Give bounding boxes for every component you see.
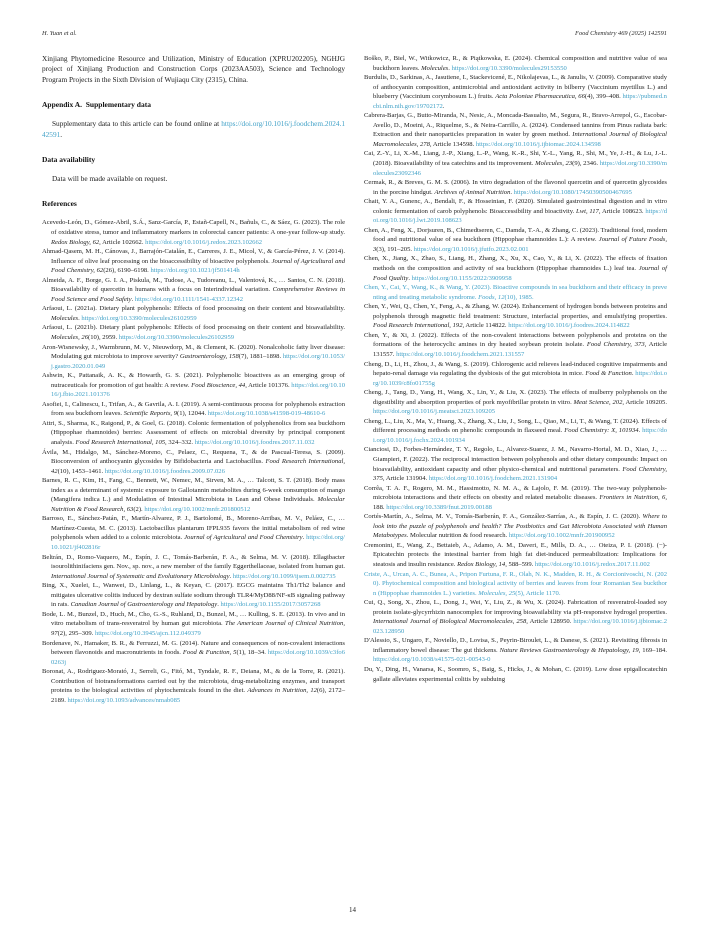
text-segment: Redox Biology, 14 [457,560,506,568]
text-segment: Cermak, R., & Breves, G. M. S. (2006). In vitro degradation of the flavonol quercetin and of quercetin glycosides in the porcine hindgut. [364,179,667,196]
doi-link[interactable]: https://doi.org/10.1038/s41598-019-48610-6 [207,410,326,418]
reference-entry [42,371,345,400]
text-segment: International Journal of Biological Macromolecules, 278 [373,131,667,148]
reference-entry [364,512,667,541]
reference-entry [42,476,345,514]
doi-link[interactable]: https://doi.org/10.1039/c3fo60263j [51,649,345,666]
doi-link[interactable]: https://doi.org/10.1016/j.foodres.2017.11.032 [194,439,315,447]
doi-link[interactable]: https://doi.org/10.1038/s41575-021-00543-0 [373,656,491,664]
doi-link[interactable]: https://doi.org/10.3389/fnut.2019.00188 [386,503,492,511]
doi-link[interactable]: https://doi.org/10.1039/c8fo01755g [373,370,667,387]
reference-entry [364,302,667,331]
running-header [42,30,667,37]
text-segment: Scientific Reports, 9 [123,410,177,418]
reference-entry [42,667,345,705]
text-segment: Bode, L. M., Bunzel, D., Huch, M., Cho, G.-S., Ruhland, D., Bunzel, M., … Kulling, S. E. (2013). In vivo and in vitro metabolism of trans-resveratrol by human gut microbiota. [42,610,345,628]
text-segment: Molecules [51,314,79,322]
text-segment: Arfaoui, L. (2021b). Dietary plant polyphenols: Effects of food processing on their content and bioavailability. [42,324,345,332]
text-segment: International Journal of Biological Macromolecules, 258 [373,618,527,626]
text-segment: Du, Y., Ding, H., Vanarsa, K., Soomro, S., Baig, S., Hicks, J., & Mohan, C. (2019). Low dose epigallocatechin gallate alleviates experimental colitis by subduing [364,666,667,683]
doi-link[interactable]: https://doi.org/10.3390/molecules26102959 [81,314,197,322]
text-segment: . [638,427,643,435]
references-list-left [42,218,345,705]
text-segment: (1), 18–34. [236,649,268,657]
text-segment: Cheng, D., Li, H., Zhou, J., & Wang, S. (2019). Chlorogenic acid relieves lead-induced cognitive impairments and hepato-renal damage via regulating the dysbiosis of the gut microbiota in mice. [364,360,667,378]
text-segment: (10), 1453–1461. [57,467,105,475]
text-segment: Bing, X., Xuelei, L., Wanwei, D., Linlang, L., & Keyan, C. (2017). EGCG maintains Th1/Th2 balance and mitigates ulcerative colitis induced by dextran sulfate sodium through TLR4/MyD88/NF-κB signaling pathway in rats. [42,582,345,609]
reference-entry [364,197,667,226]
text-segment: Molecules [421,64,449,72]
text-segment: Molecules, 23 [535,160,573,168]
text-segment: Arfaoui, L. (2021a). Dietary plant polyphenols: Effects of food processing on their content and bioavailability. [42,305,345,313]
text-segment: Chen, X., Jiang, X., Zhao, S., Liang, H., Zhang, X., Xu, X., Cao, Y., & Li, X. (2022). The effects of fixation methods on the composition and activity of sea buckthorn (Hippophae rhamnoides L.) leaf tea. [364,255,667,273]
right-column [364,54,667,705]
reference-entry [364,570,667,599]
text-segment: Chen, Y., Wei, Q., Chen, Y., Feng, A., & Zhang, W. (2024). Enhancement of hydrogen bonds between proteins and polyphenols through magnetic field treatment: Structure, interfacial properties, and emulsifying properties. [364,303,667,320]
reference-entry [364,484,667,513]
data-availability-heading: Data availability [42,155,96,165]
doi-link[interactable]: Chen, Y., Cai, Y., Wang, K., & Wang, Y. (2023). Bioactive compounds in sea buckthorn and their efficacy in preventing and treating metabolic syndrome. [364,284,667,301]
text-segment: Cheng, J., Tang, D., Yang, H., Wang, X., Lin, Y., & Liu, X. (2023). The effects of mulberry polyphenols on the digestibility and absorption properties of pork myofibrillar protein in vitro. [364,389,667,406]
text-segment: Food Bioscience, 44 [191,381,246,389]
text-segment: Ávila, M., Hidalgo, M., Sánchez-Moreno, C., Pelaez, C., Requena, T., & de Pascual-Teresa, S. (2009). Bioconversion of anthocyanin glycosides by Bifidobacteria and Lactobacillus. [42,448,345,466]
text-segment: Cortés-Martín, A., Selma, M. V., Tomás-Barberán, F. A., González-Sarrías, A., & Espín, J. C. (2020). [364,513,643,521]
text-segment: Asofiei, I., Calinescu, I., Trifan, A., & Gavrila, A. I. (2019). A semi-continuous process for polyphenols extraction from sea buckthorn leaves. [42,400,345,418]
doi-link[interactable]: https://doi.org/10.1016/j.ijbiomac.2023.128950 [373,618,668,635]
text-segment: (4), 399–408. [584,93,623,101]
text-segment: . [302,534,307,542]
text-segment: , Article 131904. [382,475,429,483]
text-segment: Barnes, R. C., Kim, H., Fang, C., Bennett, W., Nemec, M., Sirven, M. A., … Talcott, S. T. (2018). Body mass index as a determinant of systemic exposure to Gallotannin metabolites during 6-week consumption of mango (Mangifera indica L.) and Modulation of Intestinal Microbiota in Lean and Obese Individuals. [42,477,345,504]
reference-entry [42,610,345,639]
text-segment: Food & Function [585,370,632,378]
reference-entry [42,581,345,610]
text-segment: Ashwin, K., Pattanaik, A. K., & Howarth, G. S. (2021). Polyphenolic bioactives as an emerging group of nutraceuticals for promotion of gut health: A review. [42,372,345,389]
reference-entry [364,178,667,197]
text-segment: Cremonini, E., Wang, Z., Bettaieb, A., Adamo, A. M., Daveri, E., Mills, D. A., … Oteiza, P. I. (2018). (−)-Epicatechin protects the intestinal barrier from high fat diet-induced permeabilization: Implications for steatosis and insulin resistance. [364,541,667,568]
text-segment: . [78,314,82,322]
text-segment: Beltrán, D., Romo-Vaquero, M., Espín, J. C., Tomás-Barberán, F. A., & Selma, M. V. (2018). Ellagibacter isourolithinifaciens gen. Nov., sp. nov., a new member of the family Eggerthellaceae, isolated from human gut. [42,553,345,571]
data-availability-text: Data will be made available on request. [52,174,168,184]
doi-link[interactable]: https://doi.org/10.1155/2022/3909958 [411,274,512,282]
text-segment: , 169–184. [638,646,668,654]
running-header-authors: H. Yuan et al. [42,30,77,37]
text-segment: (1), 12044. [177,410,208,418]
text-segment: Attri, S., Sharma, K., Raigond, P., & Goel, G. (2018). Colonic fermentation of polyphenolics from sea buckthorn (Hippophae rhamnoides) berries: Assessment of effects on microbial diversity by principal component analysis. [42,419,345,447]
text-segment: Nature Reviews Gastroenterology & Hepatology, 19 [499,646,639,654]
text-segment: (10), 2959. [88,334,119,341]
text-segment: Cianciosi, D., Forbes-Hernández, T. Y., Regolo, L., Alvarez-Suarez, J. M., Navarro-Hortal, M. D., Xiao, J., … Giampieri, F. (2022). The reciprocal interaction between polyphenols and other dietary compounds: Impact on bioavailability, antioxidant capacity and other physico-chemical and nutritional parameters. [364,446,667,473]
text-segment: (7), 1881–1898. [238,353,283,361]
doi-link[interactable]: https://doi.org/10.1099/ijsem.0.002735 [232,572,336,580]
doi-link[interactable]: https://doi.org/10.3390/molecules26102959 [118,334,235,341]
doi-link[interactable]: https://doi.org/10.1016/j.foodchem.2021.131557 [396,350,525,358]
doi-link[interactable]: https://doi.org/10.1053/j.gastro.2020.01.049 [51,353,345,370]
text-segment: Chen, A., Feng, X., Dorjsuren, B., Chimedtseren, C., Damda, T.-A., & Zhang, C. (2023). Traditional food, modern food and nutritional value of sea buckthorn (Hippophae rhamnoides L.): A review. [364,226,667,244]
text-segment: Burdulis, D., Sarkinas, A., Jasutiene, I., Stackevicené, E., Nikolajevas, L., & Janulis, V. (2009). Comparative study of anthocyanin composition, antimicrobial and antioxidant activity in bilberry (Vaccinium myrtillus L.) and blueberry (Vaccinium corymbosum L.) fruits. [364,74,667,101]
reference-entry [42,553,345,582]
reference-entry [42,514,345,552]
two-column-body [42,54,667,705]
text-segment: . [217,601,221,609]
doi-link[interactable]: https://doi.org/10.1016/j.redox.2023.102662 [145,238,263,246]
doi-link[interactable]: https://doi.org/10.1016/j.ijbiomac.2024.134598 [475,140,601,148]
appendix-heading: Appendix A. Supplementary data [42,100,151,110]
text-segment: (6), 2172–2189. [51,687,345,704]
text-segment: . [408,274,412,282]
reference-entry [364,54,667,73]
reference-entry [364,226,667,255]
reference-entry [42,323,345,342]
reference-entry [364,111,667,149]
doi-link[interactable]: https://doi.org/10.3390/molecules23092346 [373,160,667,177]
text-segment: International Journal of Systematic and Evolutionary Microbiology [51,572,230,580]
text-segment: Cui, Q., Song, X., Zhou, L., Dong, J., Wei, Y., Liu, Z., & Wu, X. (2024). Fabrication of resveratrol-loaded soy protein isolate-glycyrrhizin nanocomplex for improving bioavailability via pH-responsive hydrogel properties. [364,599,667,616]
text-segment: , Article 101376. [245,381,292,389]
text-segment: , 588–599. [505,560,535,568]
reference-entry [42,400,345,419]
text-segment: , Article 134598. [429,140,476,148]
text-segment: . [442,102,445,110]
text-segment: The American Journal of Clinical Nutrition, 97 [51,620,345,637]
text-segment: Corrêa, T. A. F., Rogero, M. M., Hassimotto, N. M. A., & Lajolo, F. M. (2019). The two-way polyphenols-microbiota interactions and their effects on obesity and related metabolic diseases. [364,484,667,502]
text-segment: Food Research International, 42 [51,458,346,475]
text-segment: Aron-Wisnewsky, J., Warmbrunn, M. V., Nieuwdorp, M., & Clement, K. (2020). Nonalcoholic fatty liver disease: Modulating gut microbiota to improve severity? [42,343,345,361]
text-segment: Molecules, 26 [51,334,88,341]
funding-paragraph: Xinjiang Phytomedicine Resource and Utilization, Ministry of Education (XPRU202205), NGHJG project of Xinjiang Production and Construction Corps (2023AA503), Science and Technology Program Projects in the Sixth Division of Wujiaqu City (2315), China. [42,54,345,84]
text-segment: , Article 109205. [622,398,667,406]
text-segment: Journal of Future Foods, 3 [373,236,668,253]
text-segment: , Article 131557. [373,341,667,358]
doi-link[interactable]: https://pubmed.ncbi.nlm.nih.gov/19702172 [373,93,667,110]
text-segment: Food & Function, 5 [182,649,237,657]
doi-link[interactable]: Molecules, 25 [478,589,516,597]
text-segment: Lwt, 117 [576,207,599,215]
text-segment: . [510,188,514,196]
reference-entry [364,73,667,111]
doi-link[interactable]: https://doi.org/10.1021/jf402816r [51,534,345,552]
text-segment: Canadian Journal of Gastroenterology and Hepatology [70,601,218,609]
reference-entry [364,598,667,636]
text-segment: Frontiers in Nutrition, 6 [599,494,666,502]
text-segment: Cabrera-Barjas, G., Butto-Miranda, N., Nesic, A., Moncada-Basualto, M., Segura, R., Bravo-Arrepol, G., Escobar-Avello, D., Moeini, A., Riquelme, S., & Neira-Carrillo, A. (2024). Condensed tannins from Pinus radiata bark: Extraction and their nanoparticles preparation in water by green method. [364,112,667,139]
doi-link[interactable]: https://doi.org/10.1002/mnfr.201800512 [144,505,251,513]
references-list-right [364,54,667,684]
text-segment: Almeida, A. F., Borge, G. I. A., Piskula, M., Tudose, A., Tudoreanu, L., Valentová, K., … Santos, C. N. (2018). Bioavailability of quercetin in humans with a focus on Interindividual variation. [42,276,345,294]
doi-link[interactable]: https://doi.org/10.1016/j.foodres.2024.114822 [508,322,630,330]
text-segment: Supplementary data to this article can be found online at [52,119,222,129]
text-segment: Molecular Nutrition & Food Research, 63 [51,496,345,513]
text-segment: . [60,129,63,139]
text-segment: , Article 114822. [462,322,509,330]
reference-entry [42,276,345,305]
text-segment: Food Chemistry: X, 101934 [564,427,639,435]
reference-entry [42,343,345,372]
text-segment: Where to look into the puzzle of polyphenols and health? The Postbiotics and Gut Microbiota Associated with Human Metabotypes. [373,513,667,540]
text-segment: D'Alessio, S., Ungaro, F., Noviello, D., Lovisa, S., Peyrin-Biroulet, L., & Danese, S. (2021). Revisiting fibrosis in inflammatory bowel disease: The gut thickens. [364,637,667,654]
text-segment: (2). [133,505,145,513]
text-segment: Journal of Agricultural and Food Chemistry, 62 [51,257,345,275]
text-segment: Acevedo-León, D., Gómez-Abril, S.Á., Sanz-García, P., Estañ-Capell, N., Bañuls, C., & Sáez, G. (2023). The role of oxidative stress, tumor and inflammatory markers in colorectal cancer patients: A one-year follow-up study. [42,219,345,236]
text-segment: . [631,370,636,378]
text-segment: Gastroenterology, 158 [179,353,239,361]
doi-link[interactable]: (5), Article 1170. [515,589,561,597]
reference-entry [42,419,345,448]
text-segment: , 324–332. [165,439,195,447]
text-segment: Molecular nutrition & food research. [408,532,509,540]
page-footer [0,906,705,914]
reference-entry [364,541,667,570]
reference-entry [364,636,667,665]
doi-link[interactable]: https://doi.org/10.1016/j.fochx.2024.101934 [373,427,668,444]
text-segment: Acta Poloniae Pharmaceutica, 66 [495,93,585,101]
reference-entry [42,218,345,247]
references-heading: References [42,199,77,209]
doi-link[interactable]: https://doi.org/10.1016/j.lwt.2019.108623 [373,207,667,225]
text-segment: (2), 295–309. [57,629,95,637]
text-segment: . [448,64,452,72]
text-segment: , Article 102662. [99,238,146,246]
text-segment: Food Chemistry, 375 [373,465,667,483]
doi-link[interactable]: https://doi.org/10.1016/j.meatsci.2023.109205 [373,408,496,416]
text-segment: Comprehensive Reviews in Food Science and Food Safety [51,286,345,303]
reference-entry [364,149,667,178]
text-segment: Journal of Food Quality [373,265,667,282]
doi-link[interactable]: https://doi.org/10.3390/molecules29153550 [451,64,567,72]
text-segment: , 188. [373,494,667,511]
doi-link[interactable]: https://doi.org/10.1002/mnfr.201900952 [508,532,615,540]
doi-link[interactable]: https://doi.org/10.3945/ajcn.112.049379 [94,629,201,637]
page-number: 14 [349,906,356,914]
doi-link[interactable]: https://doi.org/10.1021/jf501414h [150,267,240,275]
reference-entry [364,254,667,283]
text-segment: . [131,295,135,303]
doi-link[interactable]: https://doi.org/10.1016/j.foodchem.2024.142591 [42,119,345,139]
text-segment: Redox Biology, 62 [51,238,100,246]
doi-link[interactable]: Foods, 12 [478,293,505,301]
text-segment: (3), 191–205. [376,245,414,253]
reference-entry [42,247,345,276]
appendix-paragraph [42,119,345,140]
text-segment: (9), 2346. [572,160,600,168]
doi-link[interactable]: (10), 1985. [504,293,534,301]
doi-link[interactable]: https://doi.org/10.1016/j.redox.2017.11.002 [534,560,650,568]
text-segment: Advances in Nutrition, 12 [247,687,317,695]
text-segment: . [229,572,233,580]
reference-entry [364,417,667,446]
text-segment: Archives of Animal Nutrition [434,188,511,196]
reference-entry [364,445,667,483]
doi-link[interactable]: https://doi.org/10.1111/1541-4337.12342 [134,295,244,303]
text-segment: Food Research International, 105 [75,439,166,447]
left-column [42,54,345,705]
reference-entry [364,283,667,302]
text-segment: (26), 6190–6198. [103,267,151,275]
text-segment: Cai, Z.-Y., Li, X.-M., Liang, J.-P., Xiang, L.-P., Wang, K.-R., Shi, Y.-L., Yang, R., Shi, M., Ye, J.-H., & Lu, J.-L. (2018). Bioavailability of tea catechins and its improvement. [364,150,667,168]
doi-link[interactable]: https://doi.org/10.1016/j.fbio.2021.101376 [51,381,345,399]
reference-entry [364,331,667,360]
reference-entry [42,639,345,668]
doi-link[interactable]: https://doi.org/10.1080/17450390500467695 [513,188,632,196]
text-segment: Boško, P., Biel, W., Witkowicz, R., & Piątkowska, E. (2024). Chemical composition and nutritive value of sea buckthorn leaves. [364,55,667,72]
running-header-journal: Food Chemistry 469 (2025) 142591 [575,30,667,37]
text-segment: Chait, Y. A., Gunenc, A., Bendali, F., & Hosseinian, F. (2020). Simulated gastrointestinal digestion and in vitro colonic fermentation of carob polyphenols: Bioaccessibility and bioactivity. [364,198,667,215]
text-segment: Barroso, E., Sánchez-Patán, F., Martín-Alvarez, P. J., Bartolomé, B., Moreno-Arribas, M. V., Peláez, C., … Martínez-Cuesta, M. C. (2013). Lactobacillus plantarum IFPL935 favors the initial metabolism of red wine polyphenols when added to a colonic microbiota. [42,515,345,542]
text-segment: Ahmad-Qasem, M. H., Cánovas, J., Barrajón-Catalán, E., Carreres, J. E., Micol, V., & García-Pérez, J. V. (2014). Influence of olive leaf processing on the bioaccessibility of bioactive polyphenols. [42,248,345,265]
text-segment: Bordenave, N., Hamaker, B. R., & Ferruzzi, M. G. (2014). Nature and consequences of non-covalent interactions between flavonoids and macronutrients in foods. [42,639,345,657]
doi-link[interactable]: https://doi.org/10.1016/j.jfutfo.2023.02.001 [413,245,529,253]
text-segment: Cheng, L., Liu, X., Ma, Y., Huang, X., Zhang, X., Liu, J., Song, L., Qiao, M., Li, T., & Wang, T. (2024). Effects of different processing methods on phenolic compounds in flaxseed meal. [364,417,667,435]
doi-link[interactable]: https://doi.org/10.1016/j.foodchem.2021.131904 [428,475,558,483]
text-segment: Journal of Agricultural and Food Chemistry [184,534,303,542]
text-segment: Food Chemistry, 373 [586,341,645,349]
reference-entry [364,388,667,417]
text-segment: Chen, Y., & Xi, J. (2022). Effects of the non-covalent interactions between polyphenols and proteins on the formations of the heterocyclic amines in dry heated soybean protein isolate. [364,331,667,349]
doi-link[interactable]: https://doi.org/10.1093/advances/nmab085 [67,696,181,704]
reference-entry [364,360,667,389]
reference-entry [42,304,345,323]
text-segment: Meat Science, 202 [573,398,623,406]
text-segment: , Article 108623. [598,207,646,215]
doi-link[interactable]: https://doi.org/10.1155/2017/3057268 [220,601,321,609]
text-segment: Boronat, A., Rodriguez-Morató, J., Serreli, G., Fitó, M., Tyndale, R. F., Deiana, M., & de la Torre, R. (2021). Contribution of biotransformations carried out by the microbiota, drug-metabolizing enzymes, and transport proteins to the biological activities of phytochemicals found in the diet. [42,668,345,695]
doi-link[interactable]: https://doi.org/10.1016/j.foodres.2009.07.026 [104,467,225,475]
text-segment: Food Research International, 192 [373,322,463,330]
doi-link[interactable]: Criste, A., Urcan, A. C., Bunea, A., Pripon Furtuna, F. R., Olah, N. K., Madden, R. H., & Corcionivoschi, N. (2020). Phytochemical composition and biological activity of berries and leaves from four Romanian Sea buckthorn (Hippophae rhamnoides L.) varieties. [364,570,667,597]
text-segment: , Article 128950. [526,618,574,626]
reference-entry [364,665,667,684]
reference-entry [42,448,345,477]
